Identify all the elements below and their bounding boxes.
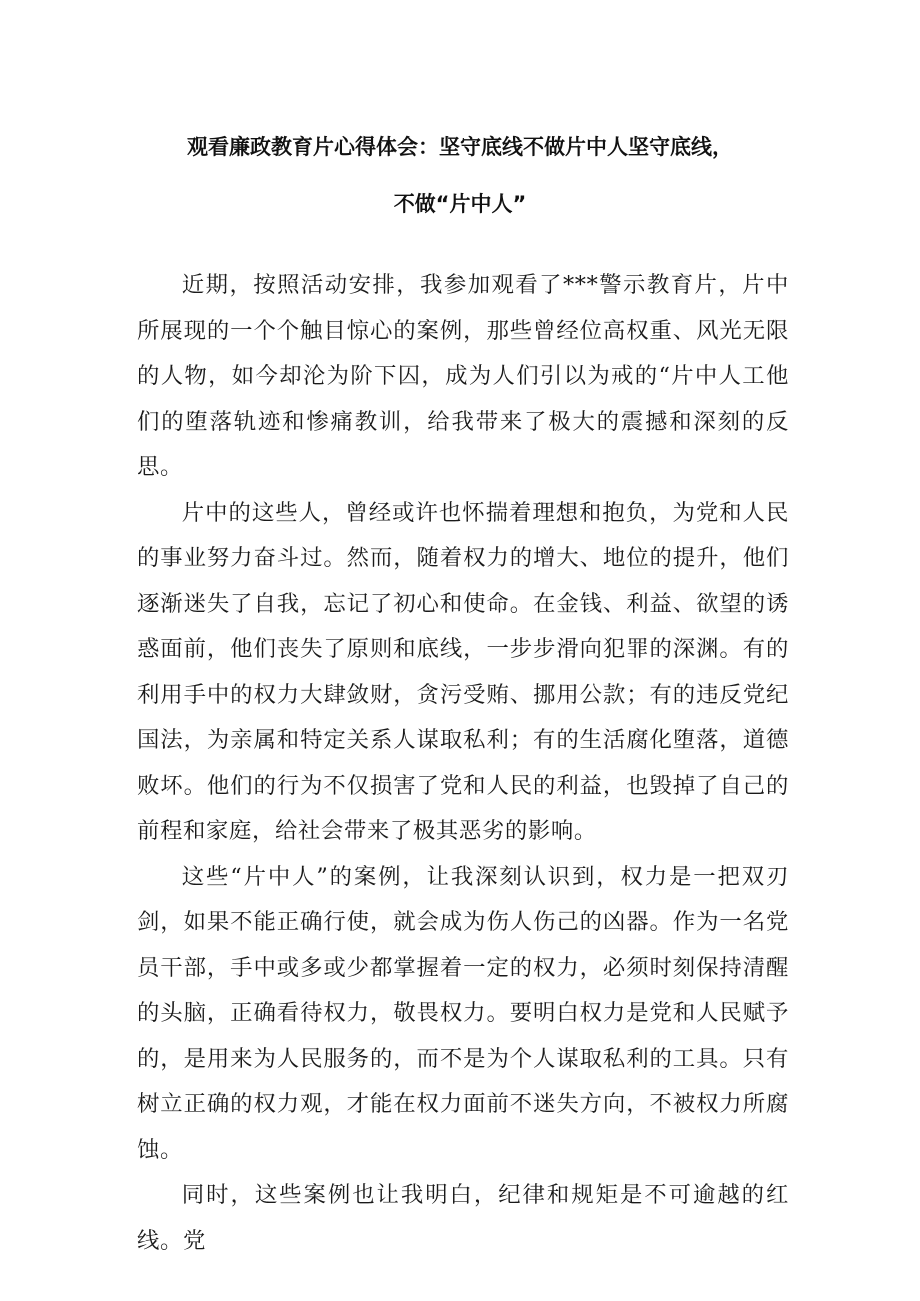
document-body [137,263,789,1264]
paragraph: 片中的这些人，曾经或许也怀揣着理想和抱负，为党和人民的事业努力奋斗过。然而，随着权力的增大、地位的提升，他们逐渐迷失了自我，忘记了初心和使命。在金钱、利益、欲望的诱惑面前，他们丧失了原则和底线，一步步滑向犯罪的深渊。有的利用手中的权力大肆敛财，贪污受贿、挪用公款；有的违反党纪国法，为亲属和特定关系人谋取私利；有的生活腐化堕落，道德败坏。他们的行为不仅损害了党和人民的利益，也毁掉了自己的前程和家庭，给社会带来了极其恶劣的影响。 [137,499,789,844]
paragraph: 同时，这些案例也让我明白，纪律和规矩是不可逾越的红线。党 [137,1182,789,1254]
document-title-line-2: 不做“片中人” [393,192,527,216]
document-title-line-1: 观看廉政教育片心得体会：坚守底线不做片中人坚守底线， [187,135,733,159]
paragraph: 近期，按照活动安排，我参加观看了***警示教育片，片中所展现的一个个触目惊心的案例，那些曾经位高权重、风光无限的人物，如今却沦为阶下囚，成为人们引以为戒的“片中人工他们的堕落轨迹和惨痛教训，给我带来了极大的震撼和深刻的反思。 [137,272,789,480]
paragraph: 这些“片中人”的案例，让我深刻认识到，权力是一把双刃剑，如果不能正确行使，就会成为伤人伤己的凶器。作为一名党员干部，手中或多或少都掌握着一定的权力，必须时刻保持清醒的头脑，正确看待权力，敬畏权力。要明白权力是党和人民赋予的，是用来为人民服务的，而不是为个人谋取私利的工具。只有树立正确的权力观，才能在权力面前不迷失方向，不被权力所腐蚀。 [137,863,789,1163]
